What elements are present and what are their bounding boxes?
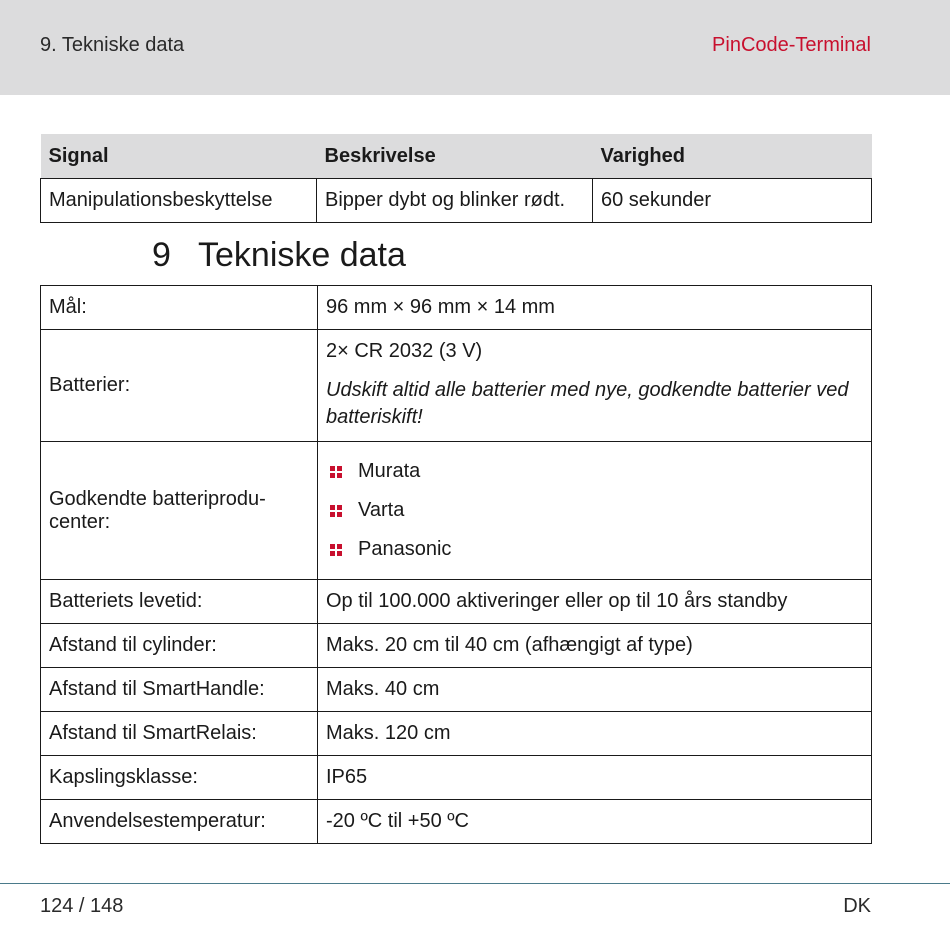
spec-label: Afstand til SmartRelais: bbox=[41, 712, 318, 756]
manufacturer-name: Murata bbox=[358, 460, 421, 482]
spec-value: Op til 100.000 aktiveringer eller op til 10 års standby bbox=[318, 580, 872, 624]
spec-value: Maks. 120 cm bbox=[318, 712, 872, 756]
page-number: 124 / 148 bbox=[40, 895, 124, 917]
technical-data-table bbox=[40, 285, 872, 844]
spec-label: Batterier: bbox=[41, 330, 318, 442]
spec-label: Godkendte batteriprodu-center: bbox=[41, 442, 318, 580]
column-header-duration: Varighed bbox=[593, 134, 872, 179]
table-row bbox=[41, 624, 872, 668]
spec-label: Kapslingsklasse: bbox=[41, 756, 318, 800]
spec-value: 96 mm × 96 mm × 14 mm bbox=[318, 286, 872, 330]
spec-value-manufacturers bbox=[318, 442, 872, 580]
table-row bbox=[41, 668, 872, 712]
column-header-signal: Signal bbox=[41, 134, 317, 179]
table-row bbox=[41, 330, 872, 442]
table-row bbox=[41, 580, 872, 624]
bullet-icon bbox=[330, 466, 342, 478]
spec-value: Maks. 20 cm til 40 cm (afhængigt af type) bbox=[318, 624, 872, 668]
battery-type: 2× CR 2032 (3 V) bbox=[326, 340, 483, 362]
table-row bbox=[41, 712, 872, 756]
spec-label: Afstand til cylinder: bbox=[41, 624, 318, 668]
section-heading-text: Tekniske data bbox=[198, 236, 406, 274]
spec-value-batteries bbox=[318, 330, 872, 442]
table-row bbox=[41, 442, 872, 580]
spec-value: -20 ºC til +50 ºC bbox=[318, 800, 872, 844]
table-row bbox=[41, 800, 872, 844]
table-row bbox=[41, 286, 872, 330]
header-product-name: PinCode-Terminal bbox=[712, 34, 871, 56]
list-item bbox=[326, 491, 863, 530]
footer-divider bbox=[0, 883, 950, 884]
bullet-icon bbox=[330, 505, 342, 517]
signal-table bbox=[40, 134, 872, 223]
signal-cell: Manipulationsbeskyttelse bbox=[41, 179, 317, 223]
battery-warning-note: Udskift altid alle batterier med nye, godkendte batterier ved batteriskift! bbox=[326, 379, 849, 428]
bullet-icon bbox=[330, 544, 342, 556]
list-item bbox=[326, 530, 863, 569]
table-row bbox=[41, 756, 872, 800]
list-item bbox=[326, 452, 863, 491]
spec-value: IP65 bbox=[318, 756, 872, 800]
description-cell: Bipper dybt og blinker rødt. bbox=[317, 179, 593, 223]
section-number: 9 bbox=[152, 236, 171, 274]
manufacturer-name: Varta bbox=[358, 499, 405, 521]
table-row bbox=[41, 179, 872, 223]
language-code: DK bbox=[843, 895, 871, 917]
signal-table-header-row bbox=[41, 134, 872, 179]
spec-label: Mål: bbox=[41, 286, 318, 330]
spec-label: Afstand til SmartHandle: bbox=[41, 668, 318, 712]
manufacturer-list bbox=[326, 442, 863, 579]
duration-cell: 60 sekunder bbox=[593, 179, 872, 223]
manufacturer-name: Panasonic bbox=[358, 538, 452, 560]
spec-label: Anvendelsestemperatur: bbox=[41, 800, 318, 844]
spec-label: Batteriets levetid: bbox=[41, 580, 318, 624]
spec-value: Maks. 40 cm bbox=[318, 668, 872, 712]
column-header-description: Beskrivelse bbox=[317, 134, 593, 179]
section-heading bbox=[152, 236, 406, 275]
page-header bbox=[0, 0, 950, 95]
header-section-title: 9. Tekniske data bbox=[40, 34, 185, 56]
